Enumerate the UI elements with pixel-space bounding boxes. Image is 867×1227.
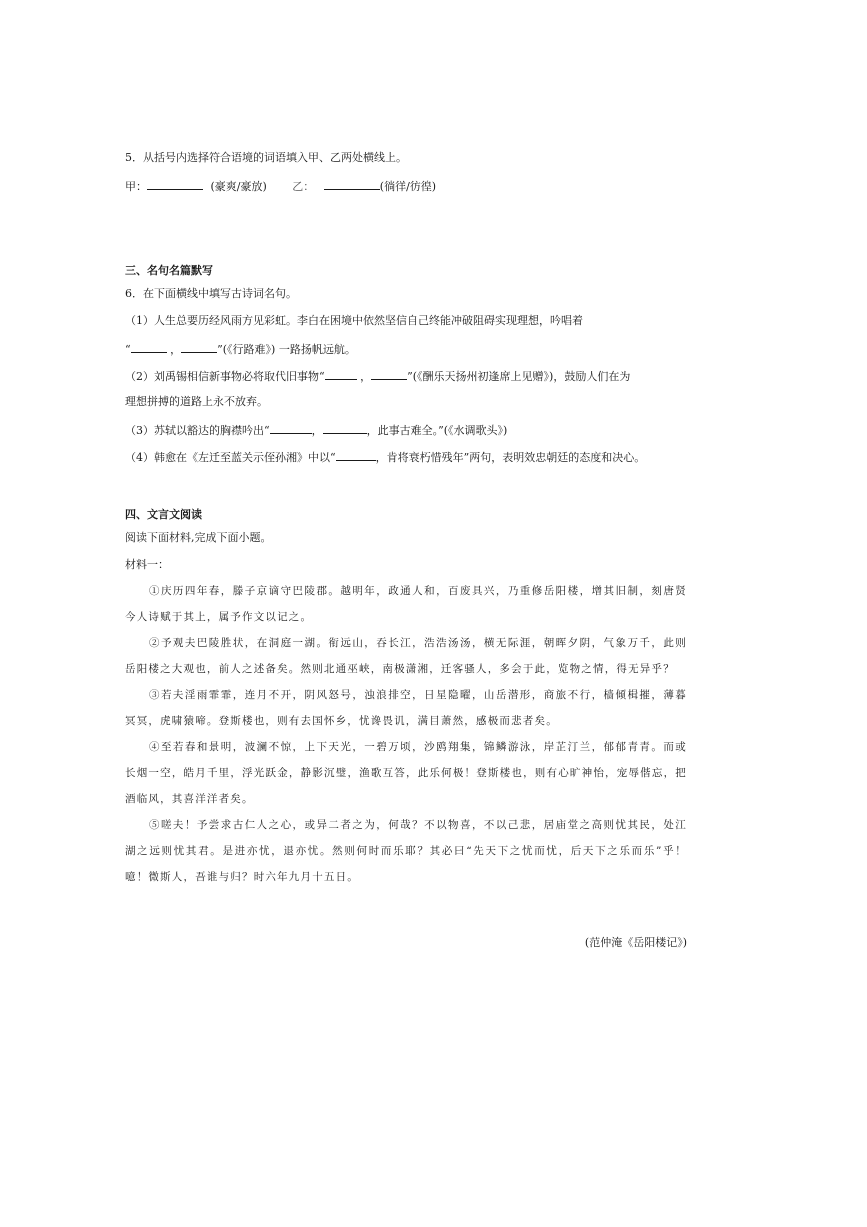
classical-paragraph: ③若夫淫雨霏霏，连月不开，阴风怒号，浊浪排空，日星隐曜，山岳潜形，商旅不行，樯倾楫摧，薄暮冥冥，虎啸猿啼。登斯楼也，则有去国怀乡，忧谗畏讥，满目萧然，感极而悲者矣。 xyxy=(125,689,687,727)
q6-item1-tail: ”(《行路难》) 一路扬帆远航。 xyxy=(217,343,356,356)
classical-text xyxy=(125,578,687,890)
q6-item4-blank[interactable] xyxy=(336,449,376,461)
q6-item1-blank2[interactable] xyxy=(181,341,217,353)
q5-jia-blank[interactable] xyxy=(147,178,203,190)
classical-paragraph: ⑤嗟夫！予尝求古仁人之心，或异二者之为，何哉？不以物喜，不以己悲，居庙堂之高则忧其民，处江湖之远则忧其君。是进亦忧，退亦忧。然则何时而乐耶？其必曰“先天下之忧而忧，后天下之乐而乐”乎！噫！微斯人，吾谁与归？时六年九月十五日。 xyxy=(125,819,687,883)
q6-item3-line xyxy=(125,422,507,438)
q6-item2-head: （2）刘禹锡相信新事物必将取代旧事物“ xyxy=(125,370,325,383)
classical-paragraph: ①庆历四年春，滕子京谪守巴陵郡。越明年，政通人和，百废具兴，乃重修岳阳楼，增其旧制，刻唐贤今人诗赋于其上，属予作文以记之。 xyxy=(125,585,687,623)
comma: ， xyxy=(311,424,323,437)
material-label: 材料一： xyxy=(125,558,169,571)
q6-item3-blank1[interactable] xyxy=(270,422,312,434)
q6-prompt: 6．在下面横线中填写古诗词名句。 xyxy=(125,287,297,300)
q6-item2-line2: 理想拼搏的道路上永不放弃。 xyxy=(125,395,268,408)
open-quote: “ xyxy=(125,343,131,356)
classical-paragraph: ②予观夫巴陵胜状，在洞庭一湖。衔远山，吞长江，浩浩汤汤，横无际涯，朝晖夕阴，气象万千，此则岳阳楼之大观也，前人之述备矣。然则北通巫峡，南极潇湘，迁客骚人，多会于此，览物之情，得无异乎？ xyxy=(125,637,687,675)
q6-item2-line1 xyxy=(125,368,630,384)
q6-item2-blank2[interactable] xyxy=(371,368,407,380)
source-citation: (范仲淹《岳阳楼记》) xyxy=(584,936,687,949)
q6-item1-blank1[interactable] xyxy=(131,341,167,353)
q5-yi-blank[interactable] xyxy=(324,178,380,190)
q6-item2-tail: ”(《酬乐天扬州初逢席上见赠》)，鼓励人们在为 xyxy=(407,370,631,383)
q5-yi-options: (徜徉/彷徨) xyxy=(379,180,437,193)
q5-answer-line xyxy=(125,178,436,194)
q6-item4-head: （4）韩愈在《左迁至蓝关示侄孙湘》中以“ xyxy=(125,451,336,464)
comma: ， xyxy=(360,370,372,383)
section4-instruction: 阅读下面材料,完成下面小题。 xyxy=(125,531,272,544)
section3-title: 三、名句名篇默写 xyxy=(125,264,213,277)
classical-paragraph: ④至若春和景明，波澜不惊，上下天光，一碧万顷，沙鸥翔集，锦鳞游泳，岸芷汀兰，郁郁青青。而或长烟一空，皓月千里，浮光跃金，静影沉璧，渔歌互答，此乐何极！登斯楼也，则有心旷神怡，宠辱偕忘，把酒临风，其喜洋洋者矣。 xyxy=(125,741,687,805)
q6-item1-line2 xyxy=(125,341,356,357)
q5-yi-label: 乙： xyxy=(292,180,315,193)
q6-item2-blank1[interactable] xyxy=(325,368,357,380)
q6-item3-tail: ，此事古难全。”(《水调歌头》) xyxy=(366,424,508,437)
comma: ， xyxy=(170,343,182,356)
q6-item3-head: （3）苏轼以豁达的胸襟吟出“ xyxy=(125,424,270,437)
q6-item1-line1: （1）人生总要历经风雨方见彩虹。李白在困境中依然坚信自己终能冲破阻碍实现理想，吟唱着 xyxy=(125,314,583,327)
q5-jia-label: 甲： xyxy=(125,180,147,193)
q5-jia-options: (豪爽/豪放) xyxy=(210,180,267,193)
q6-item4-line xyxy=(125,449,645,465)
q6-item4-tail: ，肯将衰朽惜残年”两句，表明效忠朝廷的态度和决心。 xyxy=(375,451,646,464)
section4-title: 四、文言文阅读 xyxy=(125,508,202,521)
q6-item3-blank2[interactable] xyxy=(323,422,367,434)
q5-prompt: 5．从括号内选择符合语境的词语填入甲、乙两处横线上。 xyxy=(125,151,407,164)
